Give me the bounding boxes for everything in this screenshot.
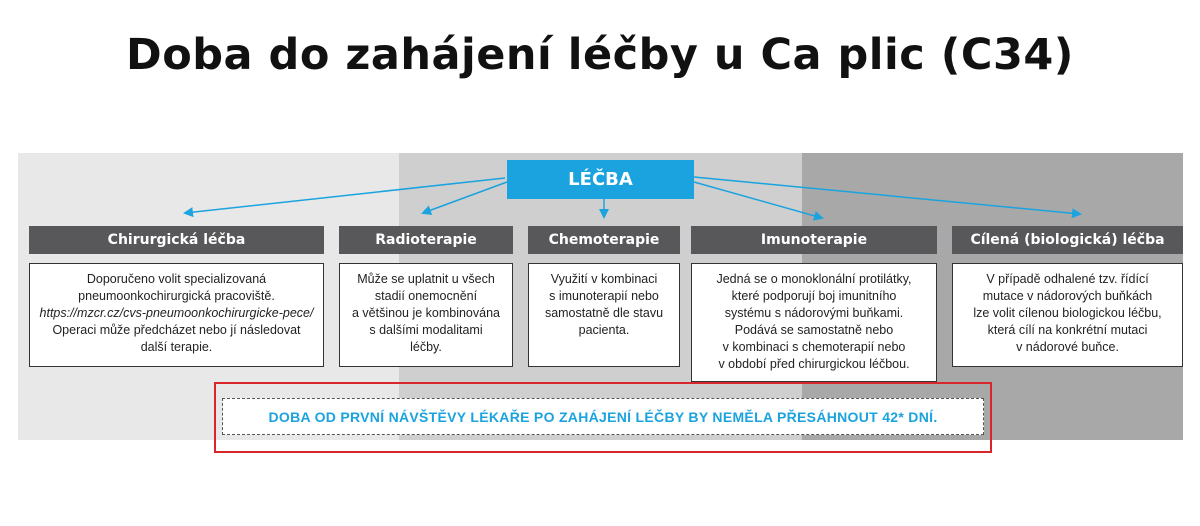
description-cilena-lecba — [952, 263, 1183, 367]
description-line: stadií onemocnění — [374, 289, 478, 303]
description-line: mutace v nádorových buňkách — [982, 289, 1153, 303]
description-line: samostatně dle stavu — [544, 306, 664, 320]
description-line: a většinou je kombinována — [351, 306, 500, 320]
description-line: systému s nádorovými buňkami. — [724, 306, 904, 320]
description-line: s dalšími modalitami — [369, 323, 483, 337]
description-line: s imunoterapií nebo — [549, 289, 659, 303]
description-line: které podporují boj imunitního — [731, 289, 897, 303]
header-radioterapie: Radioterapie — [339, 226, 513, 254]
description-line: Doporučeno volit specializovaná — [86, 272, 267, 286]
description-line: pacienta. — [578, 323, 630, 337]
description-line: léčby. — [410, 340, 442, 354]
description-line: v kombinaci s chemoterapií nebo — [722, 340, 906, 354]
page-title: Doba do zahájení léčby u Ca plic (C34) — [126, 30, 1074, 80]
description-line: V případě odhalené tzv. řídící — [986, 272, 1149, 286]
description-line: v nádorové buňce. — [1016, 340, 1119, 354]
description-chemoterapie — [528, 263, 680, 367]
description-line: Podává se samostatně nebo — [734, 323, 894, 337]
header-chirurgicka-lecba: Chirurgická léčba — [29, 226, 324, 254]
header-cilena-lecba: Cílená (biologická) léčba — [952, 226, 1183, 254]
header-chemoterapie: Chemoterapie — [528, 226, 680, 254]
description-link[interactable]: https://mzcr.cz/cvs-pneumoonkochirurgicke-pece/ — [39, 306, 314, 320]
description-line: v období před chirurgickou léčbou. — [718, 357, 910, 371]
description-line: pneumoonkochirurgická pracoviště. — [78, 289, 275, 303]
description-line: Může se uplatnit u všech — [357, 272, 495, 286]
time-limit-note: DOBA OD PRVNÍ NÁVŠTĚVY LÉKAŘE PO ZAHÁJENÍ LÉČBY BY NEMĚLA PŘESÁHNOUT 42* DNÍ. — [222, 398, 984, 435]
description-line: Jedná se o monoklonální protilátky, — [716, 272, 912, 286]
header-imunoterapie: Imunoterapie — [691, 226, 937, 254]
description-line: Operaci může předcházet nebo jí následovat — [52, 323, 301, 337]
description-line: další terapie. — [140, 340, 213, 354]
description-radioterapie — [339, 263, 513, 367]
description-chirurgicka-lecba — [29, 263, 324, 367]
description-line: která cílí na konkrétní mutaci — [987, 323, 1148, 337]
root-node-lecba: LÉČBA — [507, 160, 694, 199]
description-imunoterapie — [691, 263, 937, 382]
description-line: Využití v kombinaci — [550, 272, 658, 286]
description-line: lze volit cílenou biologickou léčbu, — [973, 306, 1162, 320]
